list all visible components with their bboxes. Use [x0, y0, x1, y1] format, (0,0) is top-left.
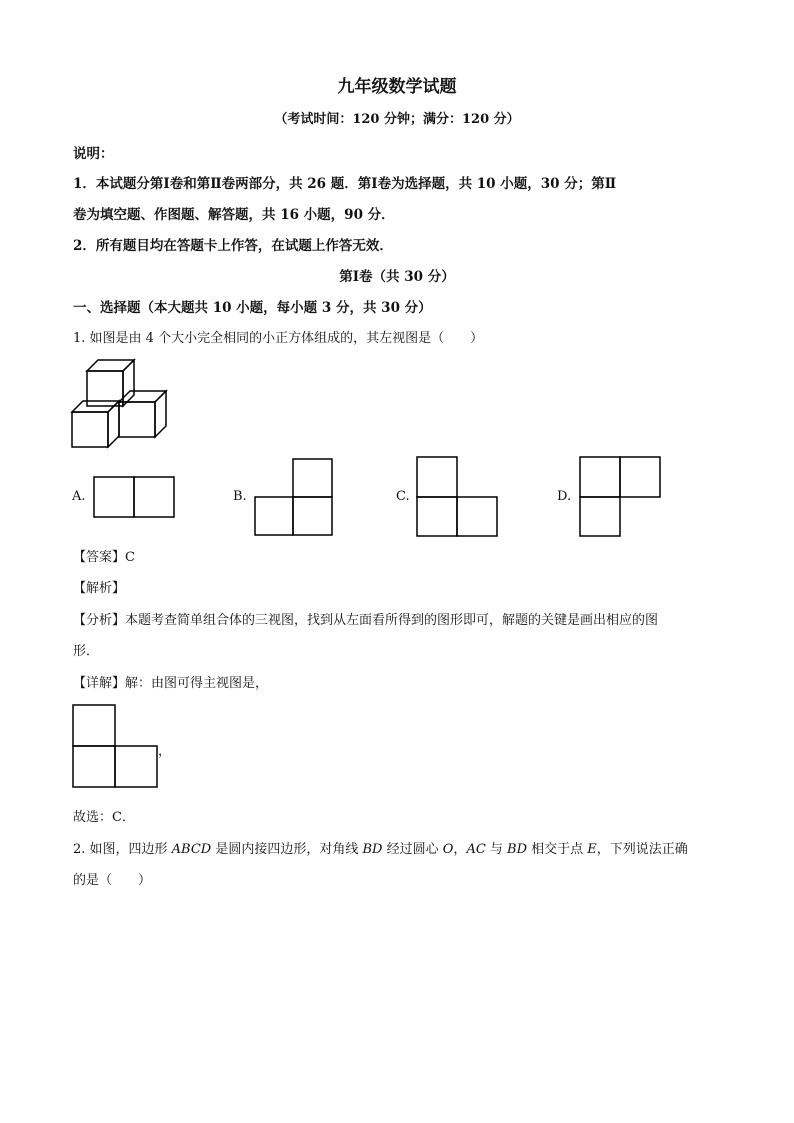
q2-quadrilateral-abcd: ABCD	[171, 842, 212, 857]
q2-text-1: 2. 如图，四边形	[73, 842, 172, 857]
option-d-figure	[579, 456, 663, 540]
page-title: 九年级数学试题	[337, 77, 457, 97]
note-item-2: 2．所有题目均在答题卡上作答，在试题上作答无效．	[73, 238, 393, 254]
front-cube-side	[108, 401, 119, 447]
cube-stack-figure	[70, 358, 180, 450]
top-cube-side	[123, 360, 134, 406]
detail-tag: 【详解】	[73, 676, 126, 691]
figure-comma: ，	[158, 744, 172, 759]
exam-info: （考试时间：120 分钟；满分：120 分）	[274, 112, 520, 127]
option-b-figure	[254, 458, 338, 540]
fenxi-text: 本题考查简单组合体的三视图，找到从左面看所得到的图形即可，解题的关键是画出相应的图	[125, 613, 659, 628]
fenxi-line-2: 形．	[73, 644, 100, 659]
part-title: 第Ⅰ卷（共 30 分）	[339, 269, 455, 285]
section-title: 一、选择题（本大题共 10 小题，每小题 3 分，共 30 分）	[73, 300, 432, 316]
detail-line	[73, 672, 268, 691]
option-a-figure	[93, 476, 177, 519]
option-c-figure	[416, 456, 500, 540]
answer-line	[73, 546, 135, 565]
analysis-tag: 【解析】	[73, 581, 126, 596]
q2-text-5: 与	[485, 842, 508, 857]
front-view-figure	[72, 704, 162, 790]
front-cube-front	[72, 412, 108, 447]
notes-heading: 说明：	[73, 146, 114, 162]
q2-text-4: ，	[453, 842, 467, 857]
q2-point-e: E	[587, 842, 597, 857]
q2-diagonal-bd: BD	[362, 842, 383, 857]
fenxi-tag: 【分析】	[73, 613, 126, 628]
right-cube-front	[119, 402, 155, 437]
right-cube-top	[119, 391, 166, 402]
q2-text-7: ，下列说法正确	[596, 842, 688, 857]
option-a-label: A.	[72, 489, 86, 504]
q2-text-6: 相交于点	[527, 842, 588, 857]
fenxi-line-1	[73, 609, 658, 628]
top-cube-top	[87, 360, 134, 371]
question-2-line-1	[73, 838, 688, 857]
q2-diagonal-bd-2: BD	[507, 842, 528, 857]
option-c-label: C.	[396, 489, 410, 504]
detail-text: 解：由图可得主视图是，	[125, 676, 269, 691]
answer-value: C	[125, 550, 135, 565]
note-item-1-line-2: 卷为填空题、作图题、解答题，共 16 小题，90 分．	[73, 207, 395, 223]
q2-diagonal-ac: AC	[466, 842, 486, 857]
answer-tag: 【答案】	[73, 550, 126, 565]
note-item-1-line-1: 1．本试题分第Ⅰ卷和第Ⅱ卷两部分，共 26 题．第Ⅰ卷为选择题，共 10 小题，30 分；第Ⅱ	[73, 176, 617, 192]
q2-text-2: 是圆内接四边形，对角线	[211, 842, 363, 857]
question-2-line-2: 的是（ ）	[73, 873, 152, 888]
question-1-stem: 1. 如图是由 4 个大小完全相同的小正方体组成的，其左视图是（ ）	[73, 331, 484, 346]
q2-text-3: 经过圆心	[382, 842, 443, 857]
q2-center-o: O	[442, 842, 454, 857]
option-b-label: B.	[233, 489, 247, 504]
choose-line: 故选：C．	[73, 810, 135, 825]
right-cube-side	[155, 391, 166, 437]
option-d-label: D.	[557, 489, 572, 504]
